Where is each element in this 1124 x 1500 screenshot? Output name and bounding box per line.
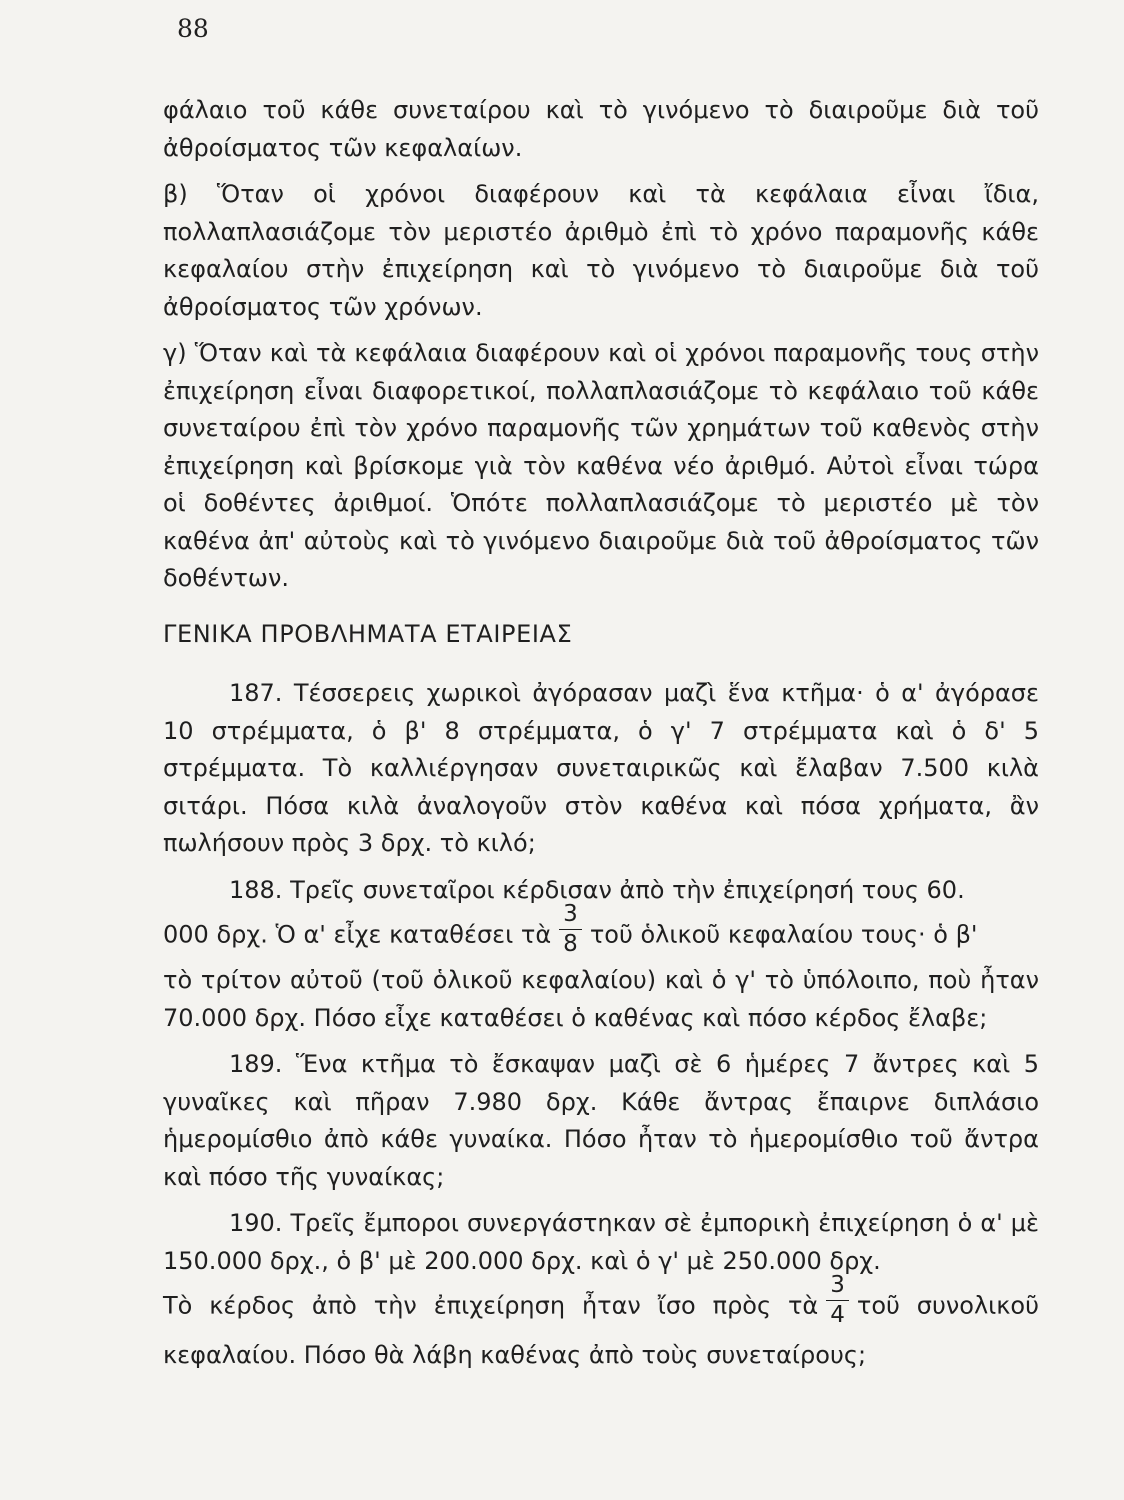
problem-188-rest: τὸ τρίτον αὐτοῦ (τοῦ ὁλικοῦ κεφαλαίου) καὶ ὁ γ' τὸ ὑπόλοιπο, ποὺ ἦταν 70.000 δρχ. Πόσο εἶχε καταθέσει ὁ καθένας καὶ πόσο κέρδος ἔλαβε; bbox=[163, 966, 1039, 1032]
problem-188-text-after-fraction: τοῦ ὁλικοῦ κεφαλαίου τους· ὁ β' bbox=[589, 920, 978, 949]
fraction-numerator: 3 bbox=[826, 1274, 849, 1301]
paragraph-continuation: φάλαιο τοῦ κάθε συνεταίρου καὶ τὸ γινόμενο τὸ διαιροῦμε διὰ τοῦ ἀθροίσματος τῶν κεφαλαίων. bbox=[163, 96, 1039, 162]
page-number: 88 bbox=[177, 14, 209, 43]
fraction-three-quarters bbox=[826, 1274, 849, 1327]
problem-190-line1: 190. Τρεῖς ἔμποροι συνεργάστηκαν σὲ ἐμπορικὴ ἐπιχείρηση ὁ α' μὲ 150.000 δρχ., ὁ β' μὲ 200.000 δρχ. καὶ ὁ γ' μὲ 250.000 δρχ. bbox=[163, 1209, 1039, 1275]
fraction-three-eighths bbox=[559, 903, 582, 956]
problem-188-fraction-line bbox=[163, 901, 1039, 962]
fraction-denominator: 8 bbox=[563, 931, 578, 957]
problem-189: 189. Ἕνα κτῆμα τὸ ἔσκαψαν μαζὶ σὲ 6 ἡμέρες 7 ἄντρες καὶ 5 γυναῖκες καὶ πῆραν 7.980 δρχ. Κάθε ἄντρας ἔπαιρνε διπλάσιο ἡμερομίσθιο ἀπὸ κάθε γυναίκα. Πόσο ἦταν τὸ ἡμερομίσθιο τοῦ ἄντρα καὶ πόσο τῆς γυναίκας; bbox=[163, 1050, 1039, 1191]
fraction-numerator: 3 bbox=[559, 903, 582, 930]
problem-190-text-after-fraction: τοῦ συνολικοῦ κεφαλαίου. Πόσο θὰ λάβη καθένας ἀπὸ τοὺς συνεταίρους; bbox=[163, 1291, 1040, 1369]
problem-190-text-before-fraction: Τὸ κέρδος ἀπὸ τὴν ἐπιχείρηση ἦταν ἴσο πρὸς τὰ bbox=[163, 1291, 819, 1320]
page-body bbox=[163, 92, 1039, 1377]
problem-188 bbox=[163, 872, 1039, 1038]
problem-188-line1: 188. Τρεῖς συνεταῖροι κέρδισαν ἀπὸ τὴν ἐπιχείρησή τους 60. bbox=[229, 875, 965, 904]
problem-187: 187. Τέσσερεις χωρικοὶ ἀγόρασαν μαζὶ ἕνα κτῆμα· ὁ α' ἀγόρασε 10 στρέμματα, ὁ β' 8 στρέμματα, ὁ γ' 7 στρέμματα καὶ ὁ δ' 5 στρέμματα. Τὸ καλλιέργησαν συνεταιρικῶς καὶ ἔλαβαν 7.500 κιλὰ σιτάρι. Πόσα κιλὰ ἀναλογοῦν στὸν καθένα καὶ πόσα χρήματα, ἂν πωλήσουν πρὸς 3 δρχ. τὸ κιλό; bbox=[163, 679, 1039, 857]
problem-190-fraction-line bbox=[163, 1272, 1040, 1377]
paragraph-rule-b: β) Ὅταν οἱ χρόνοι διαφέρουν καὶ τὰ κεφάλαια εἶναι ἴδια, πολλαπλασιάζομε τὸν μεριστέο ἀριθμὸ ἐπὶ τὸ χρόνο παραμονῆς κάθε κεφαλαίου στὴν ἐπιχείρηση καὶ τὸ γινόμενο τὸ διαιροῦμε διὰ τοῦ ἀθροίσματος τῶν χρόνων. bbox=[163, 180, 1039, 321]
fraction-denominator: 4 bbox=[830, 1302, 845, 1328]
problem-188-text-before-fraction: 000 δρχ. Ὁ α' εἶχε καταθέσει τὰ bbox=[163, 920, 552, 949]
section-heading: ΓΕΝΙΚΑ ΠΡΟΒΛΗΜΑΤΑ ΕΤΑΙΡΕΙΑΣ bbox=[163, 619, 573, 648]
paragraph-rule-c: γ) Ὅταν καὶ τὰ κεφάλαια διαφέρουν καὶ οἱ χρόνοι παραμονῆς τους στὴν ἐπιχείρηση εἶναι διαφορετικοί, πολλαπλασιάζομε τὸ κεφάλαιο τοῦ κάθε συνεταίρου ἐπὶ τὸν χρόνο παραμονῆς τῶν χρημάτων τοῦ καθενὸς στὴν ἐπιχείρηση καὶ βρίσκομε γιὰ τὸν καθένα νέο ἀριθμό. Αὐτοὶ εἶναι τώρα οἱ δοθέντες ἀριθμοί. Ὁπότε πολλαπλασιάζομε τὸ μεριστέο μὲ τὸν καθένα ἀπ' αὐτοὺς καὶ τὸ γινόμενο διαιροῦμε διὰ τοῦ ἀθροίσματος τῶν δοθέντων. bbox=[163, 339, 1039, 592]
problem-190 bbox=[163, 1205, 1039, 1377]
